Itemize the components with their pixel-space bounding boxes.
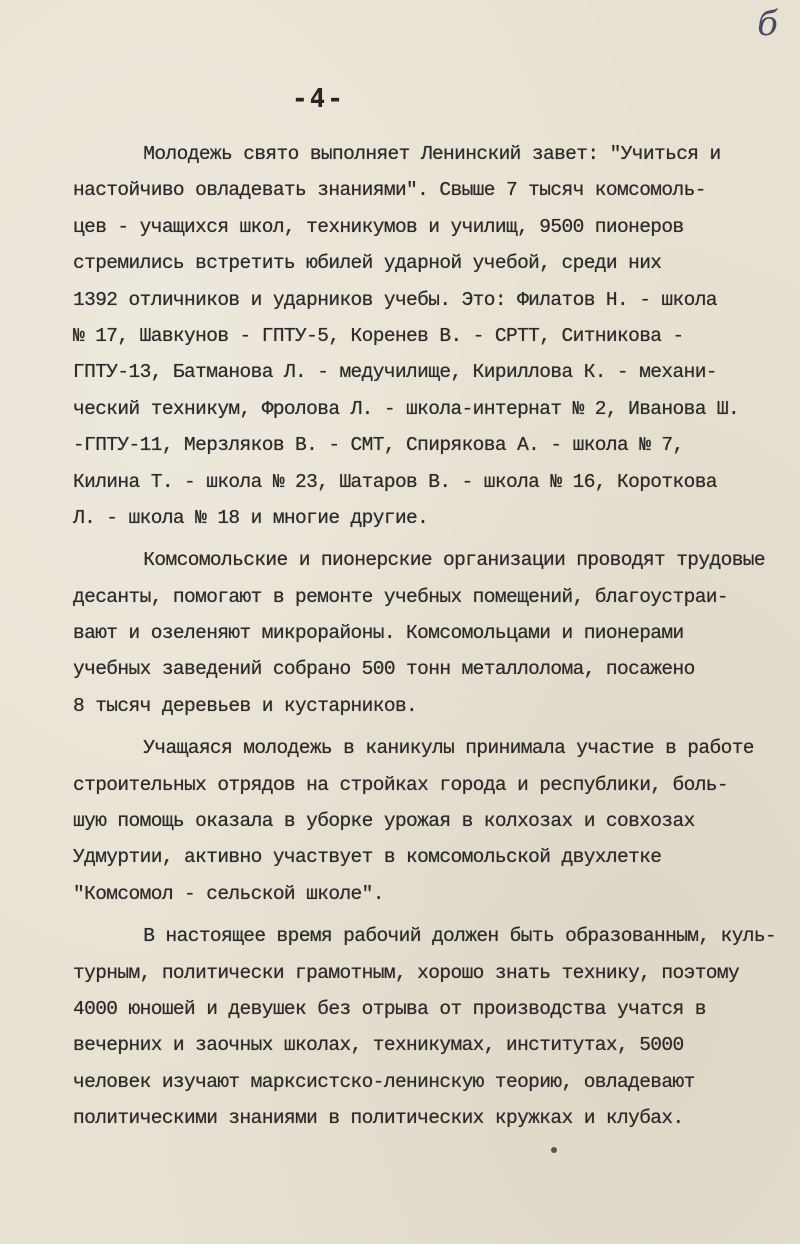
text-line: ГПТУ-13, Батманова Л. - медучилище, Кириллова К. - механи- [73,361,717,384]
text-line: настойчиво овладевать знаниями". Свыше 7 тысяч комсомоль- [73,179,706,202]
paragraph-1 [73,136,800,536]
text-line: Килина Т. - школа № 23, Шатаров В. - школа № 16, Короткова [73,470,717,493]
text-line: строительных отрядов на стройках города и республики, боль- [73,773,729,796]
text-line: политическими знаниями в политических кружках и клубах. [73,1107,684,1130]
text-line: Удмуртии, активно участвует в комсомольской двухлетке [73,846,662,869]
text-line: шую помощь оказала в уборке урожая в колхозах и совхозах [73,810,695,833]
text-line: ческий техникум, Фролова Л. - школа-интернат № 2, Иванова Ш. [73,397,740,420]
text-line: Комсомольские и пионерские организации проводят трудовые [110,549,766,572]
text-line: стремились встретить юбилей ударной учебой, среди них [73,252,662,275]
text-line: десанты, помогают в ремонте учебных помещений, благоустраи- [73,585,729,608]
text-line: 4000 юношей и девушек без отрыва от производства учатся в [73,997,706,1020]
text-line: 1392 отличников и ударников учебы. Это: Филатов Н. - школа [73,288,717,311]
text-line: человек изучают марксистско-ленинскую теорию, овладевают [73,1070,695,1093]
text-line: Л. - школа № 18 и многие другие. [73,506,429,529]
paragraph-2 [73,542,800,724]
text-line: Учащаяся молодежь в каникулы принимала участие в работе [110,737,754,760]
text-line: "Комсомол - сельской школе". [73,882,384,905]
text-line: Молодежь свято выполняет Ленинский завет: "Учиться и [110,143,721,165]
text-line: цев - учащихся школ, техникумов и училищ, 9500 пионеров [73,215,684,238]
handwritten-page-mark: б [757,4,778,44]
text-line: вают и озеленяют микрорайоны. Комсомольцами и пионерами [73,622,684,645]
text-line: № 17, Шавкунов - ГПТУ-5, Коренев В. - СРТТ, Ситникова - [73,324,684,347]
body-text [73,136,800,1137]
text-line: вечерних и заочных школах, техникумах, институтах, 5000 [73,1034,684,1057]
text-line: турным, политически грамотным, хорошо знать технику, поэтому [73,961,740,984]
page-number: -4- [292,84,345,114]
ink-dot [551,1147,557,1153]
text-line: 8 тысяч деревьев и кустарников. [73,694,418,717]
paragraph-3 [73,730,800,912]
text-line: В настоящее время рабочий должен быть образованным, куль- [110,925,777,948]
paragraph-4 [73,918,800,1136]
text-line: учебных заведений собрано 500 тонн металлолома, посажено [73,658,695,681]
text-line: -ГПТУ-11, Мерзляков В. - СМТ, Спирякова А. - школа № 7, [73,434,684,457]
